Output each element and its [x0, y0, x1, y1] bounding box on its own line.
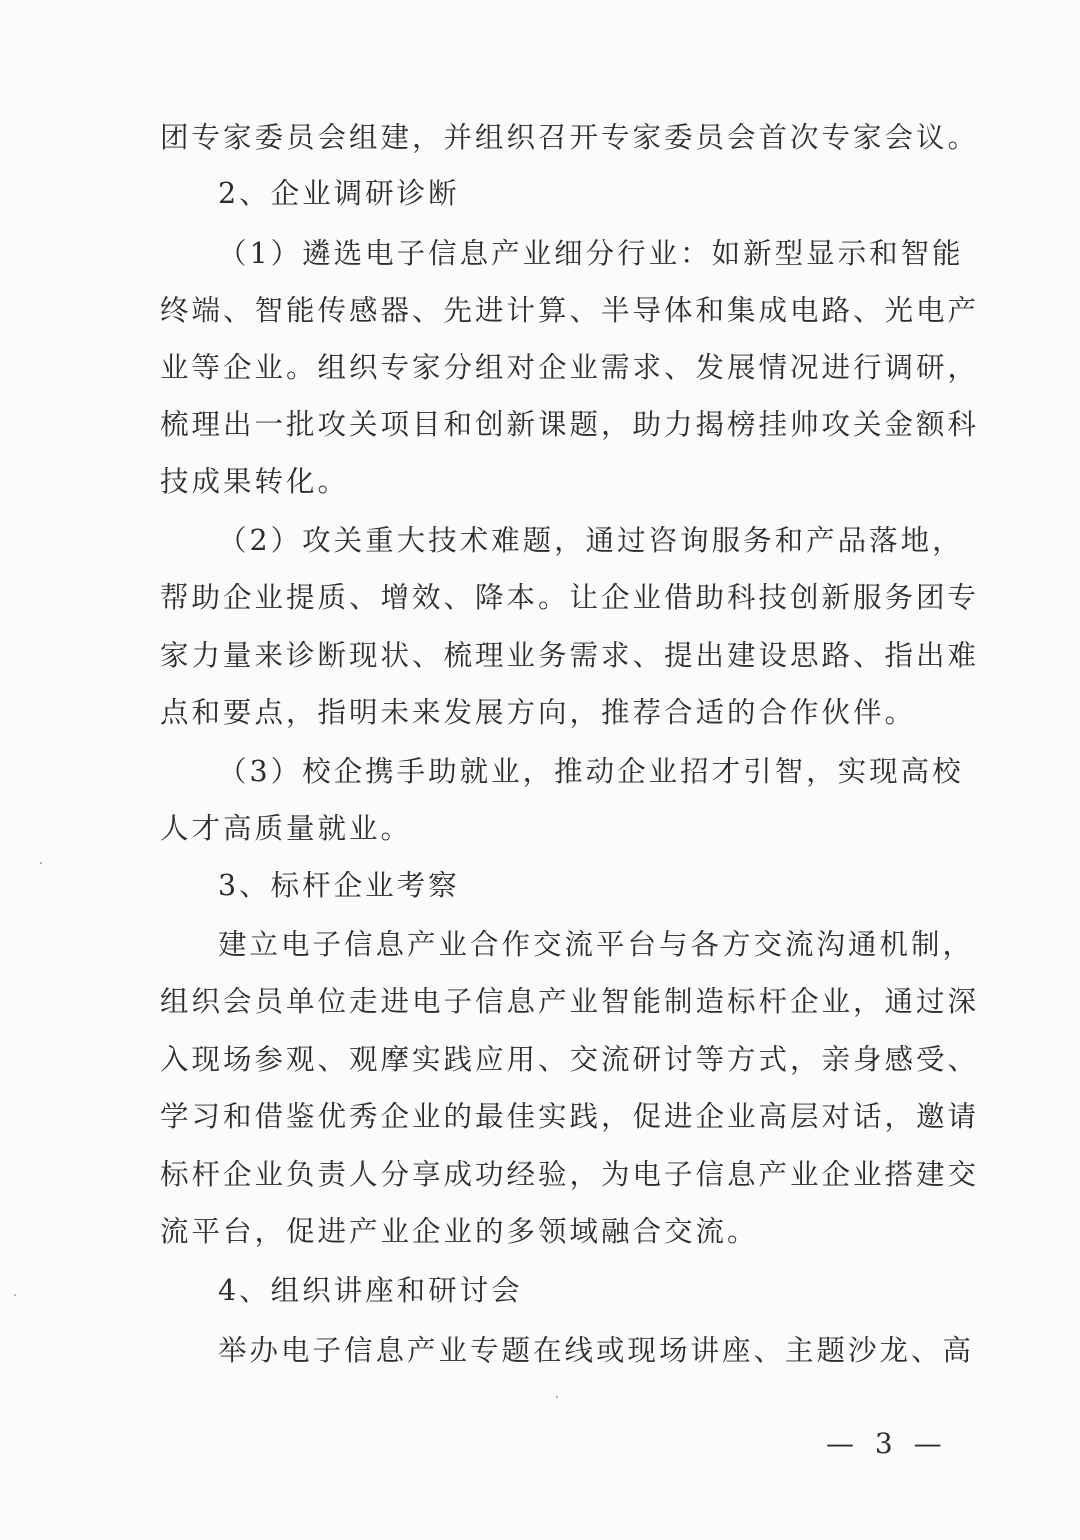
text-line-16: 组织会员单位走进电子信息产业智能制造标杆企业，通过深 [160, 985, 980, 1018]
text-line-13: 人才高质量就业。 [160, 812, 413, 845]
text-line-22: 举办电子信息产业专题在线或现场讲座、主题沙龙、高 [218, 1334, 975, 1367]
text-line-17: 入现场参观、观摩实践应用、交流研讨等方式，亲身感受、 [160, 1043, 980, 1076]
text-line-3: （1）遴选电子信息产业细分行业：如新型显示和智能 [218, 237, 964, 270]
scan-speck [40, 862, 42, 864]
text-line-11: 点和要点，指明未来发展方向，推荐合适的合作伙伴。 [160, 696, 917, 729]
text-line-6: 梳理出一批攻关项目和创新课题，助力揭榜挂帅攻关金额科 [160, 408, 980, 441]
text-line-12: （3）校企携手助就业，推动企业招才引智，实现高校 [218, 755, 964, 788]
text-line-1: 团专家委员会组建，并组织召开专家委员会首次专家会议。 [160, 121, 980, 154]
scan-speck [14, 1294, 16, 1296]
text-line-8: （2）攻关重大技术难题，通过咨询服务和产品落地， [218, 524, 964, 557]
section-heading-2: 2、企业调研诊断 [218, 177, 460, 210]
text-line-7: 技成果转化。 [160, 465, 350, 498]
text-line-4: 终端、智能传感器、先进计算、半导体和集成电路、光电产 [160, 294, 980, 327]
text-line-20: 流平台，促进产业企业的多领域融合交流。 [160, 1215, 759, 1248]
text-line-18: 学习和借鉴优秀企业的最佳实践，促进企业高层对话，邀请 [160, 1100, 980, 1133]
page-number: — 3 — [826, 1427, 948, 1460]
section-heading-4: 4、组织讲座和研讨会 [218, 1274, 523, 1307]
text-line-9: 帮助企业提质、增效、降本。让企业借助科技创新服务团专 [160, 581, 980, 614]
text-line-15: 建立电子信息产业合作交流平台与各方交流沟通机制， [218, 928, 975, 961]
text-line-19: 标杆企业负责人分享成功经验，为电子信息产业企业搭建交 [160, 1158, 980, 1191]
text-line-5: 业等企业。组织专家分组对企业需求、发展情况进行调研， [160, 351, 980, 384]
scan-speck [556, 1396, 558, 1398]
text-line-10: 家力量来诊断现状、梳理业务需求、提出建设思路、指出难 [160, 639, 980, 672]
section-heading-3: 3、标杆企业考察 [218, 869, 460, 902]
